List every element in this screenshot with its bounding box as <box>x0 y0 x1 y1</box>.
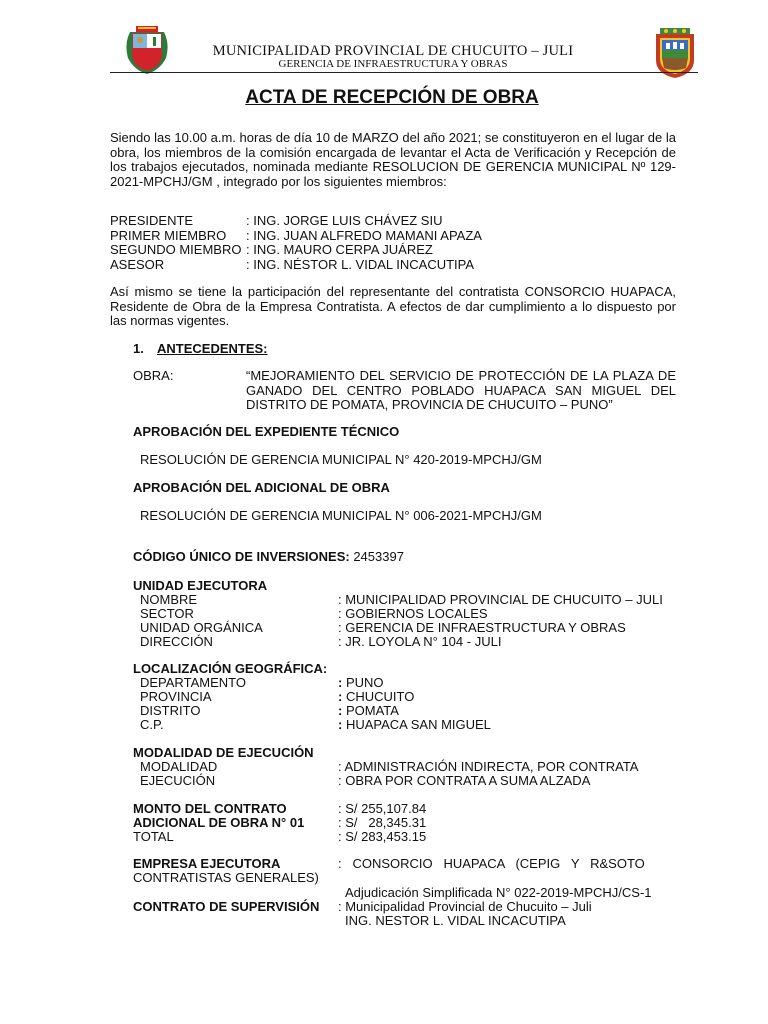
localizacion-title: LOCALIZACIÓN GEOGRÁFICA: <box>133 661 328 676</box>
obra-label: OBRA: <box>133 368 174 383</box>
localizacion-label: C.P. <box>140 717 164 732</box>
intro-line: Siendo las 10.00 a.m. horas de día 10 de MARZO del año 2021; se constituyeron en el lugar de la <box>110 130 676 145</box>
member-name: : ING. NÉSTOR L. VIDAL INCACUTIPA <box>246 256 475 272</box>
localizacion-value: : CHUCUITO <box>338 689 415 704</box>
modalidad-title: MODALIDAD DE EJECUCIÓN <box>133 745 314 760</box>
expediente-value: RESOLUCIÓN DE GERENCIA MUNICIPAL N° 420-2019-MPCHJ/GM <box>140 452 542 467</box>
unidad-label: NOMBRE <box>140 592 198 607</box>
modalidad-value: : ADMINISTRACIÓN INDIRECTA, POR CONTRATA <box>338 759 639 774</box>
participation-line: las normas vigentes. <box>110 313 230 329</box>
participation-line: Así mismo se tiene la participación del representante del contratista CONSORCIO HUAPACA, <box>110 284 676 299</box>
unidad-label: DIRECCIÓN <box>140 634 213 649</box>
localizacion-label: DISTRITO <box>140 703 201 718</box>
empresa-value-continued: CONTRATISTAS GENERALES) <box>133 870 319 885</box>
member-role: SEGUNDO MIEMBRO <box>110 242 242 257</box>
member-name: : ING. JORGE LUIS CHÁVEZ SIU <box>246 213 443 228</box>
codigo-row <box>133 550 404 564</box>
modalidad-label: MODALIDAD <box>140 759 218 774</box>
monto-label: TOTAL <box>133 829 174 844</box>
header-title: MUNICIPALIDAD PROVINCIAL DE CHUCUITO – JULI <box>212 43 574 59</box>
localizacion-value: : POMATA <box>338 703 399 718</box>
modalidad-label: EJECUCIÓN <box>140 773 216 788</box>
unidad-value: : GOBIERNOS LOCALES <box>338 606 488 621</box>
unidad-value: : GERENCIA DE INFRAESTRUCTURA Y OBRAS <box>338 620 626 635</box>
member-name: : ING. JUAN ALFREDO MAMANI APAZA <box>246 227 482 243</box>
intro-line: 2021-MPCHJ/GM , integrado por los siguientes miembros: <box>110 173 447 189</box>
member-role: ASESOR <box>110 256 165 272</box>
obra-line: DISTRITO DE POMATA, PROVINCIA DE CHUCUITO – PUNO” <box>246 397 613 413</box>
empresa-value: : CONSORCIO HUAPACA (CEPIG Y R&SOTO <box>338 856 645 871</box>
adicional-value: RESOLUCIÓN DE GERENCIA MUNICIPAL N° 006-2021-MPCHJ/GM <box>140 508 542 523</box>
participation-line: Residente de Obra de la Empresa Contratista. A efectos de dar cumplimiento a lo dispuesto por <box>110 298 676 314</box>
section-title: ANTECEDENTES: <box>157 341 268 356</box>
monto-value: : S/ 255,107.84 <box>338 801 427 816</box>
supervision-label: CONTRATO DE SUPERVISIÓN <box>133 899 320 914</box>
supervision-adjudicacion: Adjudicación Simplificada N° 022-2019-MPCHJ/CS-1 <box>345 885 652 900</box>
unidad-value: : MUNICIPALIDAD PROVINCIAL DE CHUCUITO – JULI <box>338 592 663 607</box>
codigo-label: CÓDIGO ÚNICO DE INVERSIONES: <box>133 549 350 564</box>
monto-value: : S/ 28,345.31 <box>338 815 427 830</box>
obra-line: “MEJORAMIENTO DEL SERVICIO DE PROTECCIÓN DE LA PLAZA DE <box>246 368 676 383</box>
monto-label: ADICIONAL DE OBRA N° 01 <box>133 815 305 830</box>
modalidad-value: : OBRA POR CONTRATA A SUMA ALZADA <box>338 773 591 788</box>
localizacion-label: PROVINCIA <box>140 689 212 704</box>
localizacion-label: DEPARTAMENTO <box>140 675 246 690</box>
expediente-title: APROBACIÓN DEL EXPEDIENTE TÉCNICO <box>133 424 400 439</box>
codigo-value: 2453397 <box>349 549 404 564</box>
peru-coat-of-arms-icon <box>120 24 174 78</box>
monto-value: : S/ 283,453.15 <box>338 829 427 844</box>
unidad-value: : JR. LOYOLA N° 104 - JULI <box>338 634 502 649</box>
intro-line: los trabajos ejecutados, nominada mediante RESOLUCION DE GERENCIA MUNICIPAL Nº 129- <box>110 159 676 175</box>
member-role: PRESIDENTE <box>110 213 194 228</box>
section-number: 1. <box>133 341 144 356</box>
header-subtitle: GERENCIA DE INFRAESTRUCTURA Y OBRAS <box>278 58 508 70</box>
localizacion-value: : PUNO <box>338 675 384 690</box>
obra-line: GANADO DEL CENTRO POBLADO HUAPACA SAN MIGUEL DEL <box>246 382 676 398</box>
unidad-label: UNIDAD ORGÁNICA <box>140 620 263 635</box>
supervision-entity: : Municipalidad Provincial de Chucuito – Juli <box>338 899 592 914</box>
adicional-title: APROBACIÓN DEL ADICIONAL DE OBRA <box>133 480 390 495</box>
unidad-title: UNIDAD EJECUTORA <box>133 578 268 593</box>
monto-label: MONTO DEL CONTRATO <box>133 801 287 816</box>
supervision-supervisor: ING. NESTOR L. VIDAL INCACUTIPA <box>345 913 566 928</box>
document-title: ACTA DE RECEPCIÓN DE OBRA <box>245 87 539 108</box>
localizacion-value: : HUAPACA SAN MIGUEL <box>338 717 491 732</box>
empresa-label: EMPRESA EJECUTORA <box>133 856 281 871</box>
unidad-label: SECTOR <box>140 606 194 621</box>
member-name: : ING. MAURO CERPA JUÁREZ <box>246 242 433 257</box>
member-role: PRIMER MIEMBRO <box>110 227 227 243</box>
intro-line: obra, los miembros de la comisión encargada de levantar el Acta de Verificación y Recepción de <box>110 144 676 160</box>
header-divider <box>110 72 698 73</box>
